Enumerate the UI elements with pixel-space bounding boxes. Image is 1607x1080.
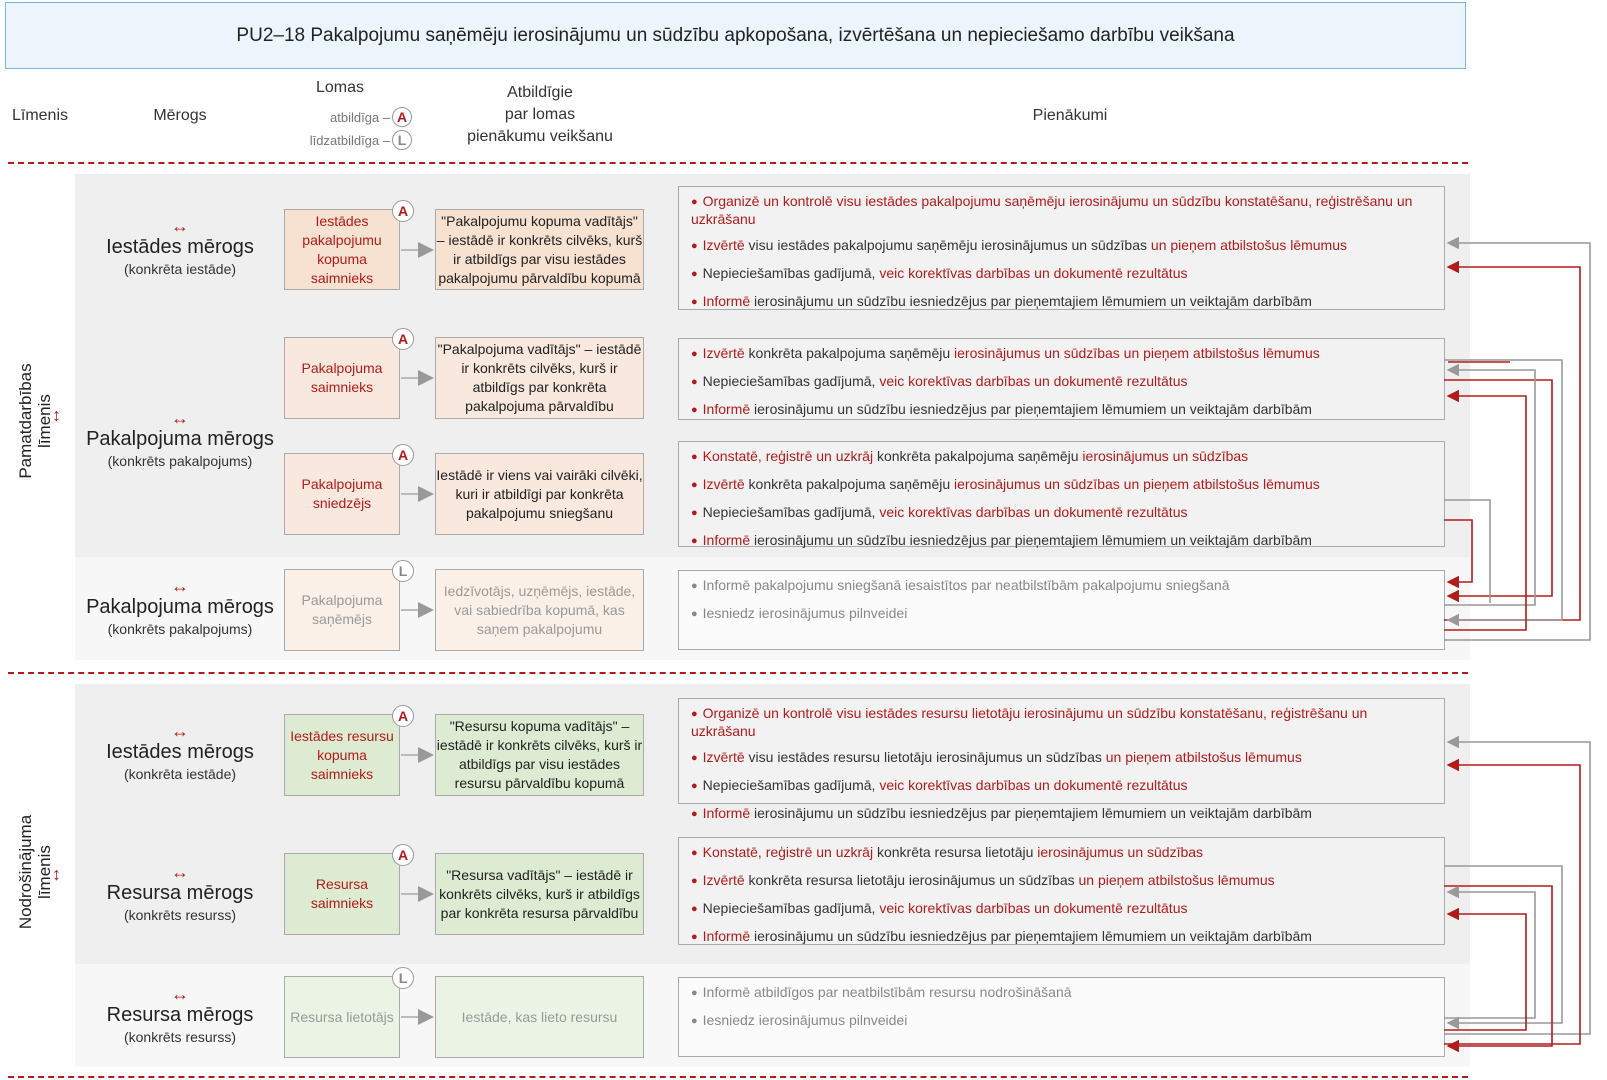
scope-sub: (konkrēts pakalpojums)	[107, 453, 253, 469]
bidirectional-arrow-icon: ↔	[171, 721, 189, 741]
bullet-icon: ●	[691, 752, 698, 764]
responsible-box: Iedzīvotājs, uzņēmējs, iestāde, vai sabiedrība kopumā, kas saņem pakalpojumu	[435, 569, 644, 651]
level-support-line-1: Nodrošinājuma	[16, 814, 35, 930]
duty-text: Izvērtē	[702, 749, 745, 765]
duty-text: Informē pakalpojumu sniegšanā iesaistītos par neatbilstībām pakalpojumu sniegšanā	[702, 577, 1230, 593]
bullet-icon: ●	[691, 808, 698, 820]
bullet-icon: ●	[691, 376, 698, 388]
badge-A-icon: A	[392, 844, 414, 866]
duty-text: konkrēta pakalpojuma saņēmēju	[744, 345, 955, 361]
header-responsible-line-1: Atbildīgie	[507, 84, 573, 101]
bullet-icon: ●	[691, 535, 698, 547]
responsible-box: "Resursa vadītājs" – iestādē ir konkrēts cilvēks, kurš ir atbildīgs par konkrēta resursa pārvaldību	[435, 853, 644, 935]
duty-text: Informē atbildīgos par neatbilstībām resursu nodrošināšanā	[702, 984, 1072, 1000]
diagram-title: PU2–18 Pakalpojumu saņēmēju ierosinājumu un sūdzību apkopošana, izvērtēšana un nepieciešamo darbību veikšana	[5, 2, 1466, 69]
bullet-icon: ●	[691, 903, 698, 915]
bullet-icon: ●	[691, 580, 698, 592]
role-box: Pakalpojuma saņēmējs	[284, 569, 400, 651]
badge-A-icon: A	[392, 200, 414, 222]
badge-L-icon: L	[392, 560, 414, 582]
responsible-box: Iestāde, kas lieto resursu	[435, 976, 644, 1058]
role-box: Resursa saimnieks	[284, 853, 400, 935]
level-core-arrow-icon: ↕	[52, 405, 61, 425]
bullet-icon: ●	[691, 404, 698, 416]
duty-text: Nepieciešamības gadījumā,	[702, 777, 880, 793]
duty-text: konkrēta pakalpojuma saņēmēju	[873, 448, 1083, 464]
duty-text: Izvērtē	[702, 476, 745, 492]
bidirectional-arrow-icon: ↔	[171, 984, 189, 1004]
duty-text: Organizē un kontrolē visu iestādes resursu lietotāju ierosinājumu un sūdzību konstatēšanu, reģistrēšanu un uzkrāšanu	[691, 705, 1368, 739]
duty-text: veic korektīvas darbības un dokumentē rezultātus	[879, 265, 1188, 281]
duty-text: veic korektīvas darbības un dokumentē rezultātus	[879, 900, 1188, 916]
header-scope: Mērogs	[153, 107, 207, 124]
header-responsible-line-3: pienākumu veikšanu	[467, 128, 613, 145]
bidirectional-arrow-icon: ↔	[171, 216, 189, 236]
responsible-box: Iestādē ir viens vai vairāki cilvēki, kuri ir atbildīgi par konkrēta pakalpojumu sniegšanu	[435, 453, 644, 535]
badge-A-icon: A	[392, 328, 414, 350]
scope-name: Iestādes mērogs	[106, 236, 254, 258]
duty-text: Informē	[702, 532, 751, 548]
duty-text: ierosinājumus un sūdzības	[1037, 844, 1204, 860]
badge-A-icon: A	[392, 444, 414, 466]
bullet-icon: ●	[691, 296, 698, 308]
scope-sub: (konkrēts resurss)	[123, 907, 237, 923]
duty-text: konkrēta resursa lietotāju	[873, 844, 1038, 860]
duty-text: Informē	[702, 928, 751, 944]
role-arrow-icons	[401, 250, 432, 1017]
duty-text: veic korektīvas darbības un dokumentē rezultātus	[879, 777, 1188, 793]
duty-text: Informē	[702, 401, 751, 417]
role-box: Iestādes pakalpojumu kopuma saimnieks	[284, 209, 400, 290]
scope-name: Pakalpojuma mērogs	[86, 596, 274, 618]
scope-name: Resursa mērogs	[106, 882, 254, 904]
scope-sub: (konkrēts pakalpojums)	[107, 621, 253, 637]
legend-A-text: atbildīga –	[330, 109, 390, 125]
bullet-icon: ●	[691, 608, 698, 620]
bullet-icon: ●	[691, 1015, 698, 1027]
duty-text: Konstatē, reģistrē un uzkrāj	[702, 844, 874, 860]
level-core-line-1: Pamatdarbības	[16, 363, 35, 479]
duty-text: Nepieciešamības gadījumā,	[702, 504, 880, 520]
duty-text: Iesniedz ierosinājumus pilnveidei	[702, 1012, 908, 1028]
duty-text: Organizē un kontrolē visu iestādes pakalpojumu saņēmēju ierosinājumu un sūdzību konstatēšanu, reģistrēšanu un uzkrāšanu	[691, 193, 1413, 227]
duty-text: ierosinājumu un sūdzību iesniedzējus par pieņemtajiem lēmumiem un veiktajām darbībām	[750, 928, 1312, 944]
duty-text: Konstatē, reģistrē un uzkrāj	[702, 448, 874, 464]
scope-sub: (konkrēta iestāde)	[123, 261, 237, 277]
duty-text: ierosinājumu un sūdzību iesniedzējus par pieņemtajiem lēmumiem un veiktajām darbībām	[750, 401, 1312, 417]
duty-text: Informē	[702, 293, 751, 309]
duty-text: un pieņem atbilstošus lēmumus	[1150, 237, 1348, 253]
header-duties: Pienākumi	[1032, 107, 1108, 124]
duty-text: veic korektīvas darbības un dokumentē rezultātus	[879, 504, 1188, 520]
badge-A-icon: A	[392, 705, 414, 727]
header-roles: Lomas	[315, 79, 365, 96]
bullet-icon: ●	[691, 507, 698, 519]
role-box: Resursa lietotājs	[284, 976, 400, 1058]
responsible-box: "Pakalpojumu kopuma vadītājs" – iestādē ir konkrēts cilvēks, kurš ir atbildīgs par visu iestādes pakalpojumu pārvaldību kopumā	[435, 209, 644, 290]
duty-text: ierosinājumus un sūdzības un pieņem atbilstošus lēmumus	[954, 345, 1320, 361]
duty-text: ierosinājumus un sūdzības un pieņem atbilstošus lēmumus	[954, 476, 1320, 492]
duty-text: Izvērtē	[702, 237, 745, 253]
bullet-icon: ●	[691, 268, 698, 280]
scope-name: Resursa mērogs	[106, 1004, 254, 1026]
responsible-box: "Resursu kopuma vadītājs" – iestādē ir konkrēts cilvēks, kurš ir atbildīgs par visu iestādes resursu pārvaldību kopumā	[435, 714, 644, 796]
bullet-icon: ●	[691, 196, 698, 208]
duty-text: veic korektīvas darbības un dokumentē rezultātus	[879, 373, 1188, 389]
role-box: Iestādes resursu kopuma saimnieks	[284, 714, 400, 796]
bullet-icon: ●	[691, 348, 698, 360]
role-box: Pakalpojuma sniedzējs	[284, 453, 400, 535]
scope-name: Pakalpojuma mērogs	[86, 428, 274, 450]
scope-sub: (konkrēta iestāde)	[123, 766, 237, 782]
bidirectional-arrow-icon: ↔	[171, 576, 189, 596]
header-responsible-line-2: par lomas	[504, 106, 576, 123]
duty-text: Iesniedz ierosinājumus pilnveidei	[702, 605, 908, 621]
bullet-icon: ●	[691, 931, 698, 943]
feedback-lines-support	[1444, 742, 1590, 1046]
duty-text: Izvērtē	[702, 872, 745, 888]
duty-text: konkrēta resursa lietotāju ierosinājumus un sūdzības	[744, 872, 1079, 888]
legend-L-text: līdzatbildīga –	[309, 132, 390, 148]
feedback-lines-core	[1444, 243, 1590, 640]
duty-text: Nepieciešamības gadījumā,	[702, 265, 880, 281]
responsible-box: "Pakalpojuma vadītājs" – iestādē ir konkrēts cilvēks, kurš ir atbildīgs par konkrēta pakalpojuma pārvaldību	[435, 337, 644, 419]
duty-text: visu iestādes pakalpojumu saņēmēju ierosinājumus un sūdzības	[744, 237, 1151, 253]
duty-text: ierosinājumu un sūdzību iesniedzējus par pieņemtajiem lēmumiem un veiktajām darbībām	[750, 805, 1312, 821]
bullet-icon: ●	[691, 780, 698, 792]
level-core-line-2: līmenis	[35, 394, 54, 448]
duty-text: visu iestādes resursu lietotāju ierosinājumus un sūdzības	[744, 749, 1106, 765]
badge-A-icon: A	[392, 107, 412, 127]
duty-text: konkrēta pakalpojuma saņēmēju	[744, 476, 955, 492]
bullet-icon: ●	[691, 451, 698, 463]
duty-text: ierosinājumu un sūdzību iesniedzējus par pieņemtajiem lēmumiem un veiktajām darbībām	[750, 532, 1312, 548]
level-support-line-2: līmenis	[35, 845, 54, 899]
level-support-arrow-icon: ↕	[52, 864, 61, 884]
bullet-icon: ●	[691, 479, 698, 491]
badge-L-icon: L	[392, 967, 414, 989]
scope-sub: (konkrēts resurss)	[123, 1029, 237, 1045]
duty-text: ierosinājumus un sūdzības	[1082, 448, 1249, 464]
bullet-icon: ●	[691, 875, 698, 887]
role-box: Pakalpojuma saimnieks	[284, 337, 400, 419]
duty-text: un pieņem atbilstošus lēmumus	[1105, 749, 1302, 765]
scope-name: Iestādes mērogs	[106, 741, 254, 763]
duty-text: Izvērtē	[702, 345, 745, 361]
duty-text: Nepieciešamības gadījumā,	[702, 900, 880, 916]
bidirectional-arrow-icon: ↔	[171, 408, 189, 428]
duty-text: Nepieciešamības gadījumā,	[702, 373, 880, 389]
bullet-icon: ●	[691, 987, 698, 999]
bidirectional-arrow-icon: ↔	[171, 862, 189, 882]
badge-L-icon: L	[392, 130, 412, 150]
bullet-icon: ●	[691, 708, 698, 720]
bullet-icon: ●	[691, 240, 698, 252]
duty-text: Informē	[702, 805, 751, 821]
duty-text: ierosinājumu un sūdzību iesniedzējus par pieņemtajiem lēmumiem un veiktajām darbībām	[750, 293, 1312, 309]
bullet-icon: ●	[691, 847, 698, 859]
duty-text: un pieņem atbilstošus lēmumus	[1078, 872, 1275, 888]
header-level: Līmenis	[11, 107, 69, 124]
